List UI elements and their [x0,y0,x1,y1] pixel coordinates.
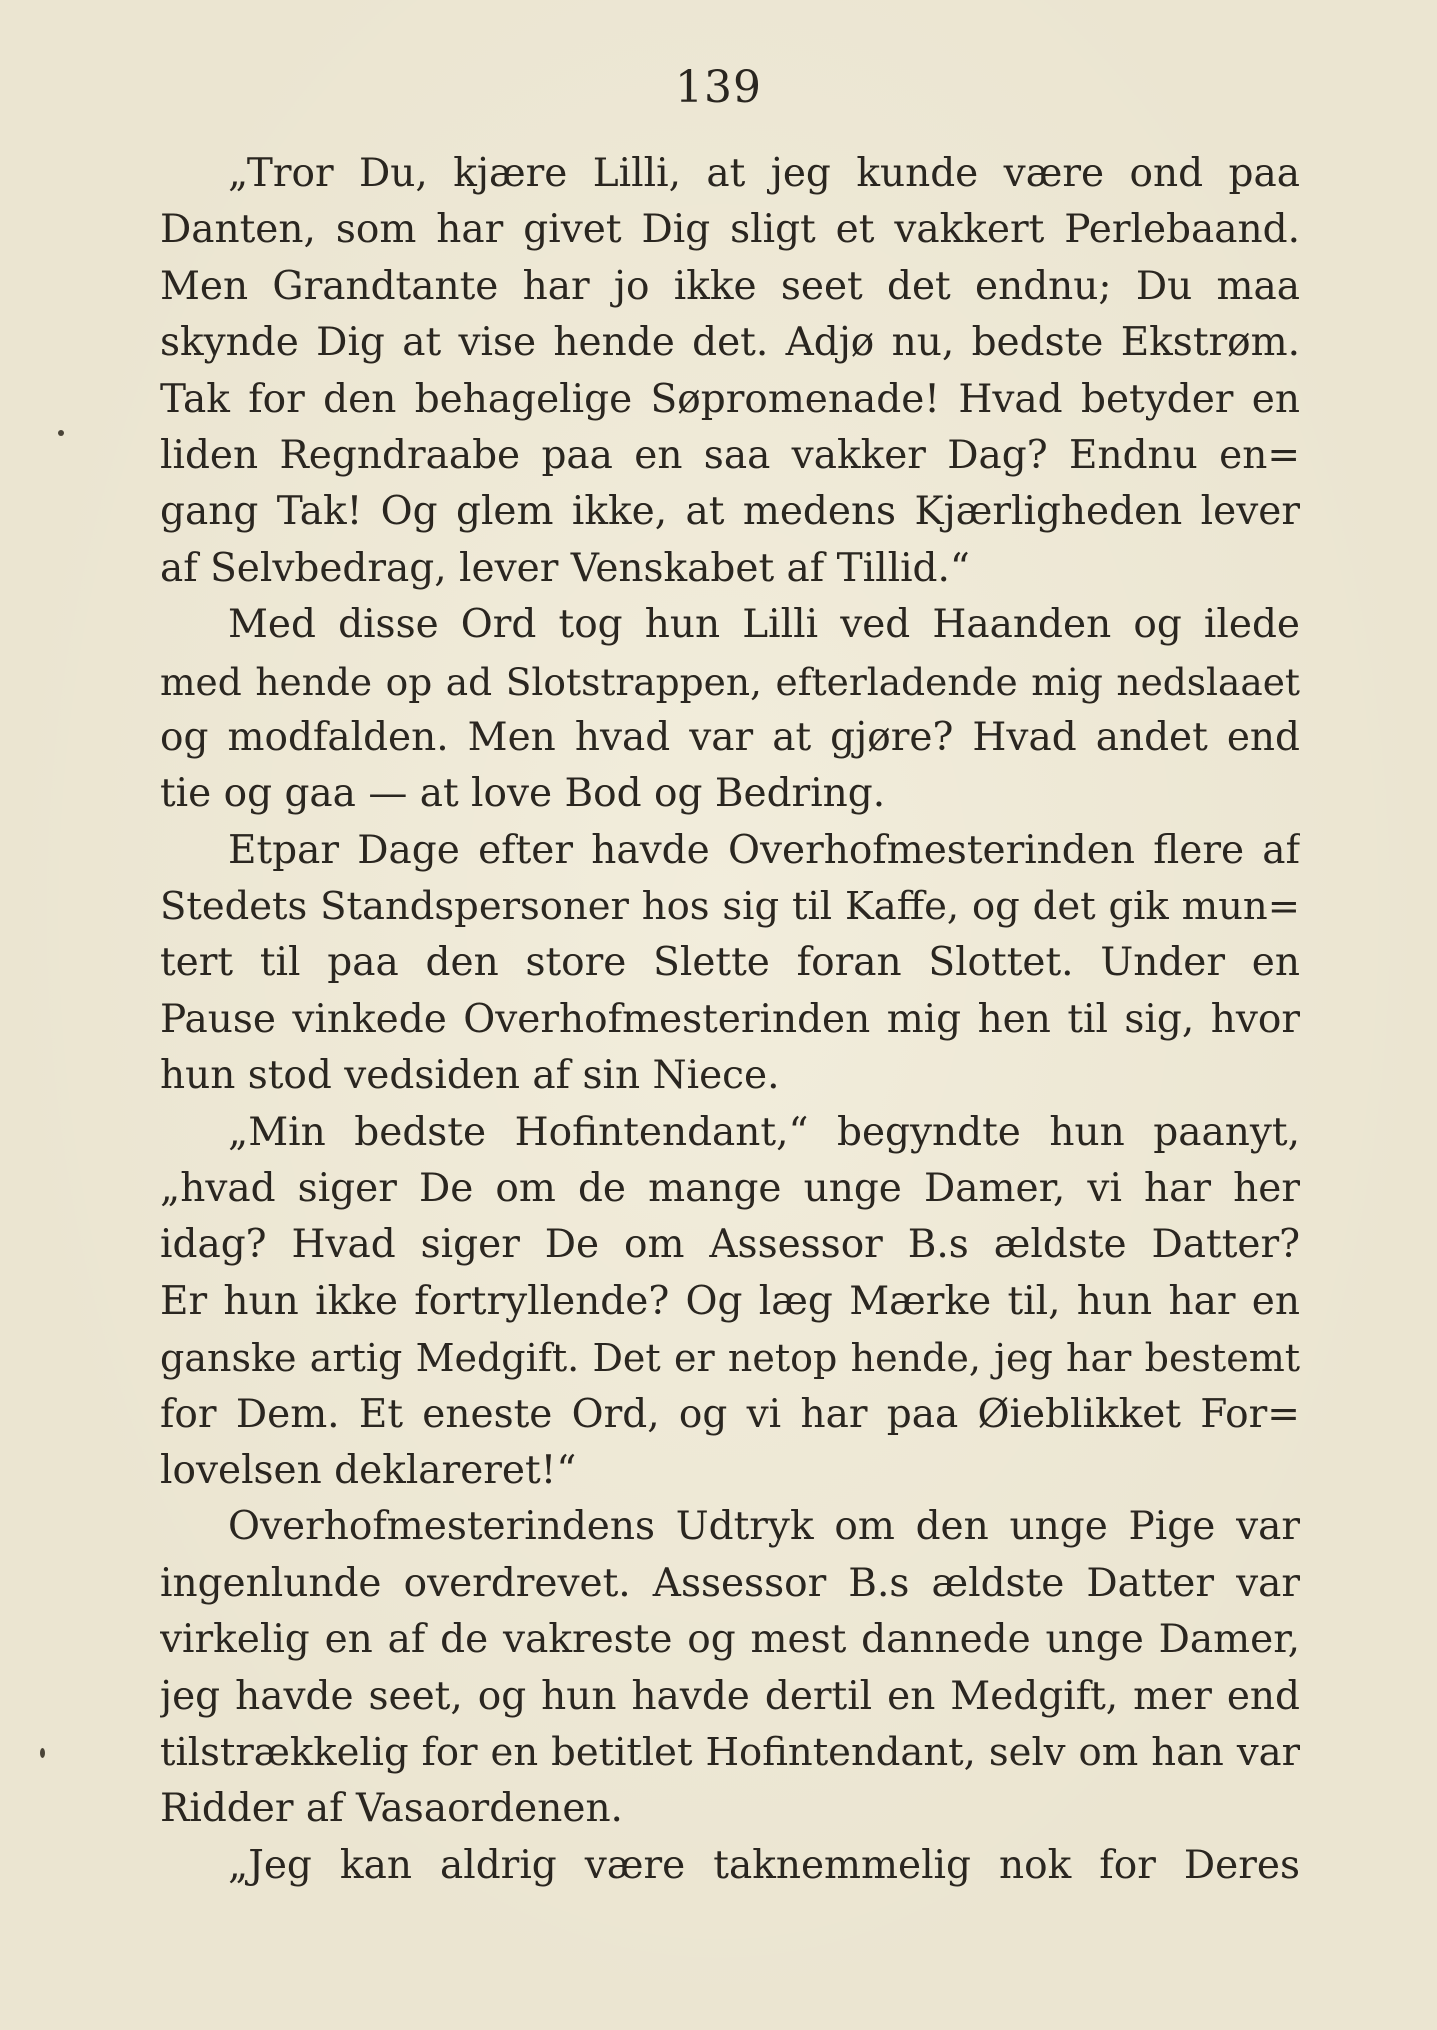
text-line: „hvad siger De om de mange unge Damer, vi har her [160,1166,1300,1212]
text-line: Danten, som har givet Dig sligt et vakkert Perlebaand. [160,207,1300,253]
paper-speck [58,430,64,436]
text-line: Men Grandtante har jo ikke seet det endnu; Du maa [160,263,1300,309]
text-line: tie og gaa — at love Bod og Bedring. [160,771,886,817]
text-line: Overhofmesterindens Udtryk om den unge Pige var [228,1504,1300,1550]
text-line: af Selvbedrag, lever Venskabet af Tillid.“ [160,545,970,591]
paper-speck [40,1748,45,1758]
text-line: tilstrækkelig for en betitlet Hofintendant, selv om han var [160,1729,1300,1775]
text-line: idag? Hvad siger De om Assessor B.s ældste Datter? [160,1222,1300,1268]
text-line: Med disse Ord tog hun Lilli ved Haanden og ilede [228,602,1300,648]
text-line: jeg havde seet, og hun havde dertil en Medgift, mer end [160,1673,1300,1719]
text-line: Etpar Dage efter havde Overhofmesterinden flere af [228,827,1300,873]
text-line: Tak for den behagelige Søpromenade! Hvad betyder en [160,376,1300,422]
text-line: „Min bedste Hofintendant,“ begyndte hun paanyt, [228,1109,1300,1155]
text-line: Ridder af Vasaordenen. [160,1786,623,1832]
text-line: liden Regndraabe paa en saa vakker Dag? Endnu en= [160,432,1300,478]
text-line: ingenlunde overdrevet. Assessor B.s ældste Datter var [160,1560,1300,1606]
text-line: Pause vinkede Overhofmesterinden mig hen til sig, hvor [160,996,1300,1042]
text-line: „Jeg kan aldrig være taknemmelig nok for Deres [228,1842,1300,1888]
text-line: Stedets Standspersoner hos sig til Kaffe, og det gik mun= [160,884,1300,930]
text-line: med hende op ad Slotstrappen, efterladende mig nedslaaet [160,659,1300,704]
text-line: ganske artig Medgift. Det er netop hende, jeg har bestemt [160,1336,1300,1381]
text-line: gang Tak! Og glem ikke, at medens Kjærligheden lever [160,489,1300,535]
text-line: for Dem. Et eneste Ord, og vi har paa Øieblikket For= [160,1391,1300,1437]
text-line: virkelig en af de vakreste og mest dannede unge Damer, [160,1617,1300,1663]
text-line: tert til paa den store Slette foran Slottet. Under en [160,940,1300,986]
text-line: Er hun ikke fortryllende? Og læg Mærke til, hun har en [160,1278,1300,1324]
body-text [160,146,1300,1894]
text-line: lovelsen deklareret!“ [160,1447,577,1493]
text-line: hun stod vedsiden af sin Niece. [160,1053,780,1099]
text-line: „Tror Du, kjære Lilli, at jeg kunde være ond paa [228,151,1300,196]
text-line: skynde Dig at vise hende det. Adjø nu, bedste Ekstrøm. [160,320,1300,366]
page-number: 139 [675,62,762,113]
text-line: og modfalden. Men hvad var at gjøre? Hvad andet end [160,714,1300,760]
